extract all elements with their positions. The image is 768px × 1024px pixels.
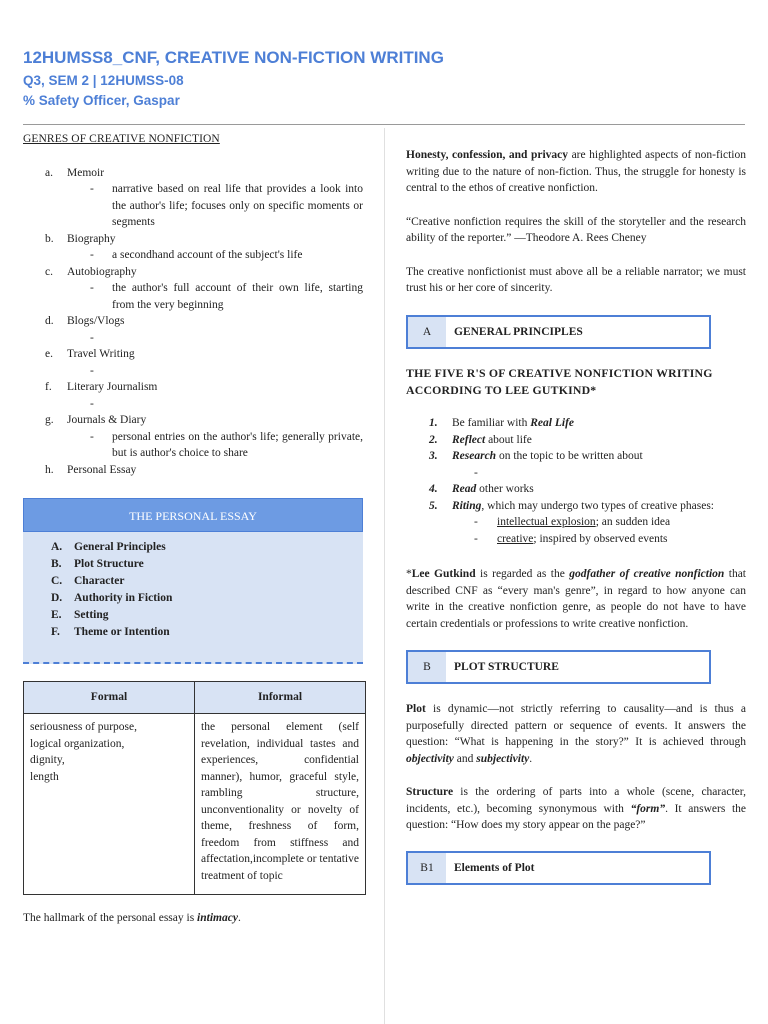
cheney-quote: “Creative nonfiction requires the skill of the storyteller and the research ability of the reporter.” —Theodore A. Rees Cheney (406, 215, 746, 244)
document-header (23, 46, 444, 111)
genre-item: a. Memoir (45, 166, 105, 179)
list-item: 4. Read other works (429, 483, 534, 495)
section-label: Elements of Plot (454, 862, 535, 874)
genre-desc-empty: - (90, 331, 94, 344)
list-item: B. Plot Structure (51, 558, 144, 570)
genre-desc: - narrative based on real life that provides a look into the author's life; focuses only on specific moments or segments (90, 183, 363, 229)
genre-desc: - personal entries on the author's life; generally private, but is author's choice to share (90, 430, 363, 460)
five-rs-list (406, 415, 746, 547)
narrator-paragraph: The creative nonfictionist must above all be a reliable narrator; we must trust his or her core of sincerity. (406, 265, 746, 294)
list-item: F. Theme or Intention (51, 626, 170, 638)
header-divider (23, 124, 745, 125)
section-label: GENERAL PRINCIPLES (454, 326, 583, 338)
list-item: 1. Be familiar with Real Life (429, 417, 574, 429)
table-cell-informal: the personal element (self revelation, individual tastes and experiences, confidential manner), humor, graceful style, rambling structure, unconventionality or novelty of theme, freshness of form, freedom from stiffness and affectation,incomplete or tentative treatment of topic (201, 721, 359, 882)
list-item-empty: - (474, 466, 478, 479)
genres-title: GENRES OF CREATIVE NONFICTION (23, 133, 220, 145)
genre-item: c. Autobiography (45, 265, 137, 278)
section-key: A (408, 317, 446, 347)
personal-essay-list (23, 539, 363, 641)
five-rs-title: THE FIVE R'S OF CREATIVE NONFICTION WRITING ACCORDING TO LEE GUTKIND* (406, 366, 713, 397)
plot-paragraph: Plot is dynamic—not strictly referring to causality—and is thus a purposefully directed pattern or sequence of events. It answers the question: “What is happening in the story?” It is achieved through objectivity and subjectivity. (406, 703, 746, 765)
genre-desc-empty: - (90, 364, 94, 377)
genres-list (23, 165, 363, 479)
column-divider (384, 128, 385, 1024)
formal-informal-table (23, 681, 366, 895)
genre-item: e. Travel Writing (45, 348, 135, 361)
right-column-intro (406, 147, 746, 314)
document-subtitle: Q3, SEM 2 | 12HUMSS-08 (23, 73, 184, 88)
genre-desc: - a secondhand account of the subject's life (90, 249, 303, 262)
genre-item: f. Literary Journalism (45, 381, 158, 394)
document-title: 12HUMSS8_CNF, CREATIVE NON-FICTION WRITING (23, 48, 444, 67)
section-b-bar (406, 650, 711, 684)
table-cell-formal: seriousness of purpose, logical organization, dignity, length (24, 714, 195, 894)
section-key: B (408, 652, 446, 682)
genre-item: b. Biography (45, 232, 116, 245)
section-label: PLOT STRUCTURE (454, 661, 559, 673)
table-header-formal: Formal (24, 682, 195, 714)
genre-desc-empty: - (90, 397, 94, 410)
list-item: A. General Principles (51, 541, 166, 553)
phase-item: - creative; inspired by observed events (474, 532, 668, 545)
table-header-informal: Informal (195, 682, 365, 714)
gutkind-paragraph: *Lee Gutkind is regarded as the godfather of creative nonfiction that described CNF as “every man's genre”, in regard to how anyone can write in the creative nonfiction genre, as people do not have to have certain credentials or professions to write creative nonfiction. (406, 568, 746, 630)
personal-essay-title: THE PERSONAL ESSAY (23, 498, 363, 532)
list-item: C. Character (51, 575, 125, 587)
list-item: D. Authority in Fiction (51, 592, 173, 604)
left-column (23, 131, 363, 478)
honesty-paragraph: Honesty, confession, and privacy are highlighted aspects of non-fiction writing due to the nature of non-fiction. Thus, the struggle for honesty is central to the ethos of creative nonfiction. (406, 149, 746, 194)
section-key: B1 (408, 853, 446, 883)
genre-item: h. Personal Essay (45, 463, 137, 476)
genre-item: d. Blogs/Vlogs (45, 315, 125, 328)
section-b1-bar (406, 851, 711, 885)
structure-paragraph: Structure is the ordering of parts into a whole (scene, character, incidents, etc.), becoming synonymous with “form”. It answers the question: “How does my story appear on the page?” (406, 786, 746, 831)
hallmark-text: The hallmark of the personal essay is intimacy. (23, 912, 241, 924)
genre-item: g. Journals & Diary (45, 414, 147, 427)
document-officer: % Safety Officer, Gaspar (23, 93, 180, 108)
phase-item: - intellectual explosion; an sudden idea (474, 516, 671, 528)
genre-desc: - the author's full account of their own life, starting from the very beginning (90, 282, 363, 311)
list-item: E. Setting (51, 609, 109, 621)
list-item: 5. Riting, which may undergo two types of creative phases: (429, 499, 715, 512)
list-item: 3. Research on the topic to be written about (429, 450, 643, 462)
personal-essay-box (23, 498, 363, 664)
section-a-bar (406, 315, 711, 349)
list-item: 2. Reflect about life (429, 433, 532, 446)
